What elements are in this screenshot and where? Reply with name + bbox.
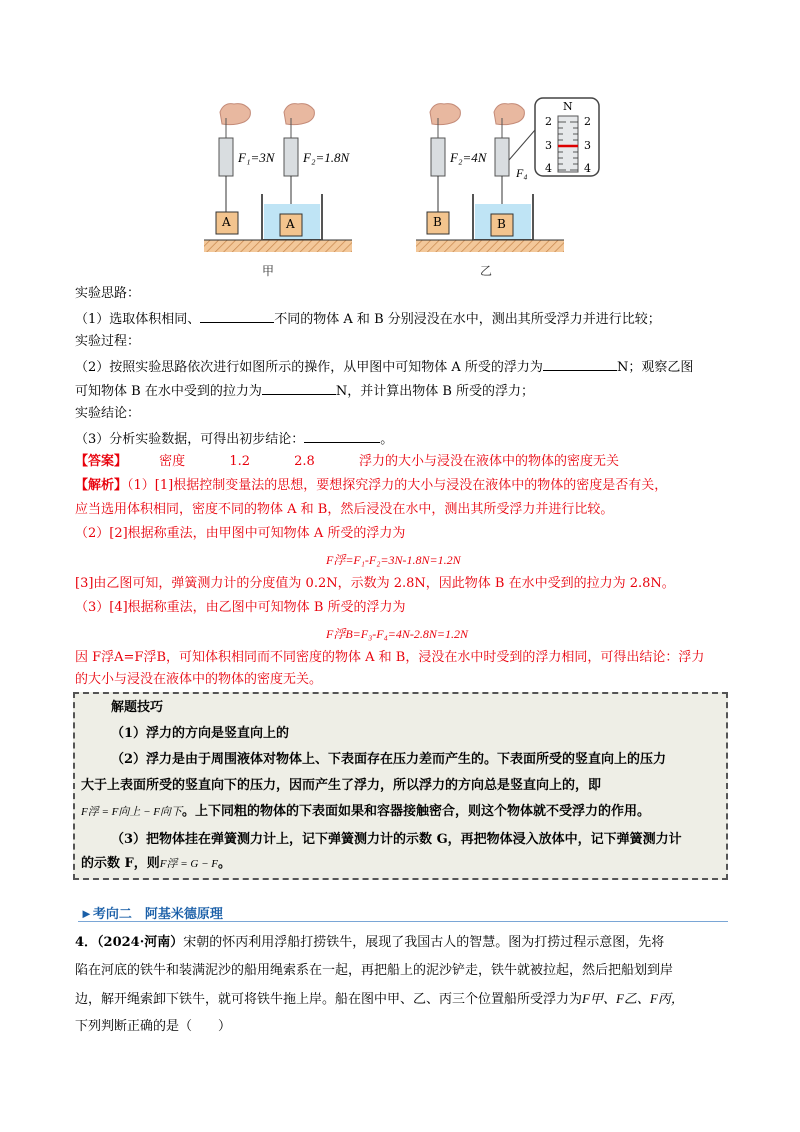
answer-line: 【答案】 密度 1.2 2.8 浮力的大小与浸没在液体中的物体的密度无关 <box>75 454 619 469</box>
text-line: （3）分析实验数据，可得出初步结论： 。 <box>75 428 393 450</box>
inset-tick-left-3: 3 <box>545 139 552 152</box>
tips-line: 的示数 F，则F浮 = G − F。 <box>81 856 232 871</box>
reading-f1: F₁=3N <box>238 150 275 165</box>
tips-line: （3）把物体挂在弹簧测力计上，记下弹簧测力计的示数 G，再把物体浸入放体中，记下弹簧测力计 <box>111 832 682 847</box>
spring-scale <box>431 138 445 176</box>
inset-tick-right-2: 2 <box>584 115 591 128</box>
section-heading: ►考向二 阿基米德原理 <box>80 906 223 921</box>
question-line: 陷在河底的铁牛和装满泥沙的船用绳索系在一起，再把船上的泥沙铲走，铁牛就被拉起，然后把船划到岸 <box>75 963 674 978</box>
tips-title: 解题技巧 <box>111 700 164 715</box>
question-line: 边，解开绳索卸下铁牛，就可将铁牛拖上岸。船在图中甲、乙、丙三个位置船所受浮力为F甲、F乙、F丙， <box>75 991 684 1007</box>
inset-tick-right-3: 3 <box>584 139 591 152</box>
text-line: 实验过程： <box>75 334 141 349</box>
hand-icon <box>284 104 314 125</box>
spring-scale <box>219 138 233 176</box>
spring-scale <box>495 138 509 176</box>
hand-icon <box>220 104 250 125</box>
formula-buoyancy: F浮 = F向上 − F向下 <box>81 806 183 818</box>
text-line: 实验结论： <box>75 406 141 421</box>
table-base <box>416 240 564 252</box>
hand-icon <box>430 104 460 125</box>
label-block-b: B <box>433 215 442 229</box>
force-symbols: F甲、F乙、F丙， <box>582 991 684 1006</box>
analysis-line: 的大小与浸没在液体中的物体的密度无关。 <box>75 672 323 687</box>
label-block-a: A <box>222 215 231 229</box>
text-line: 实验思路： <box>75 286 141 301</box>
text-line: （2）按照实验思路依次进行如图所示的操作，从甲图中可知物体 A 所受的浮力为 N；观察乙图 <box>75 356 693 378</box>
hand-icon <box>494 104 524 125</box>
experiment-figure <box>0 0 800 290</box>
caption-jia: 甲 <box>262 264 275 278</box>
analysis-line: 应当选用体积相同，密度不同的物体 A 和 B，然后浸没在水中，测出其所受浮力并进行比较。 <box>75 502 614 517</box>
spring-scale <box>284 138 298 176</box>
answer-blank-4[interactable] <box>304 428 380 443</box>
right-setup <box>416 98 599 252</box>
analysis-line: 【解析】（1）[1]根据控制变量法的思想，要想探究浮力的大小与浸没在液体中的物体的密度是否有关， <box>75 478 668 493</box>
tips-line: （1）浮力的方向是竖直向上的 <box>111 726 290 741</box>
inset-tick-left-4: 4 <box>545 162 552 175</box>
table-base <box>204 240 352 252</box>
analysis-line: 因 F浮A=F浮B，可知体积相同而不同密度的物体 A 和 B，浸没在水中时受到的浮力相同，可得出结论：浮力 <box>75 650 705 665</box>
inset-tick-left-2: 2 <box>545 115 552 128</box>
question-line: 下列判断正确的是（ ） <box>75 1019 232 1034</box>
tips-line: 大于上表面所受的竖直向下的压力，因而产生了浮力，所以浮力的方向总是竖直向上的，即 <box>81 778 602 793</box>
reading-f3: F₂=4N <box>450 150 487 165</box>
label-block-a-submerged: A <box>286 217 295 231</box>
analysis-line: [3]由乙图可知，弹簧测力计的分度值为 0.2N，示数为 2.8N，因此物体 B 在水中受到的拉力为 2.8N。 <box>75 576 675 591</box>
tips-box <box>73 692 728 880</box>
equation-2: F浮B=F₃-F₄=4N-2.8N=1.2N <box>326 627 468 641</box>
equation-1: F浮=F₁-F₂=3N-1.8N=1.2N <box>326 553 461 567</box>
label-block-b-submerged: B <box>497 217 506 231</box>
question-number: 4．（2024·河南） <box>75 935 184 950</box>
analysis-line: （2）[2]根据称重法，由甲图中可知物体 A 所受的浮力为 <box>75 526 406 541</box>
reading-f4: F₄ <box>516 166 528 180</box>
answer-blank-3[interactable] <box>262 380 336 395</box>
left-setup <box>204 104 352 252</box>
inset-unit: N <box>563 100 573 113</box>
tips-line: （2）浮力是由于周围液体对物体上、下表面存在压力差而产生的。下表面所受的竖直向上的压力 <box>111 752 667 767</box>
question-line: 4．（2024·河南）宋朝的怀丙利用浮船打捞铁牛，展现了我国古人的智慧。图为打捞过程示意图，先将 <box>75 935 665 950</box>
reading-f2: F₂=1.8N <box>303 150 350 165</box>
text-line: （1）选取体积相同、 不同的物体 A 和 B 分别浸没在水中，测出其所受浮力并进行比较； <box>75 308 661 330</box>
answer-blank-2[interactable] <box>543 356 617 371</box>
analysis-line: （3）[4]根据称重法，由乙图中可知物体 B 所受的浮力为 <box>75 600 406 615</box>
caption-yi: 乙 <box>480 264 493 278</box>
section-underline <box>78 921 728 922</box>
tips-line: F浮 = F向上 − F向下。上下同粗的物体的下表面如果和容器接触密合，则这个物体就不受浮力的作用。 <box>81 804 651 819</box>
text-line: 可知物体 B 在水中受到的拉力为 N，并计算出物体 B 所受的浮力； <box>75 380 534 402</box>
formula-weighing: F浮 = G − F <box>159 858 218 870</box>
inset-tick-right-4: 4 <box>584 162 591 175</box>
answer-blank-1[interactable] <box>200 308 274 323</box>
